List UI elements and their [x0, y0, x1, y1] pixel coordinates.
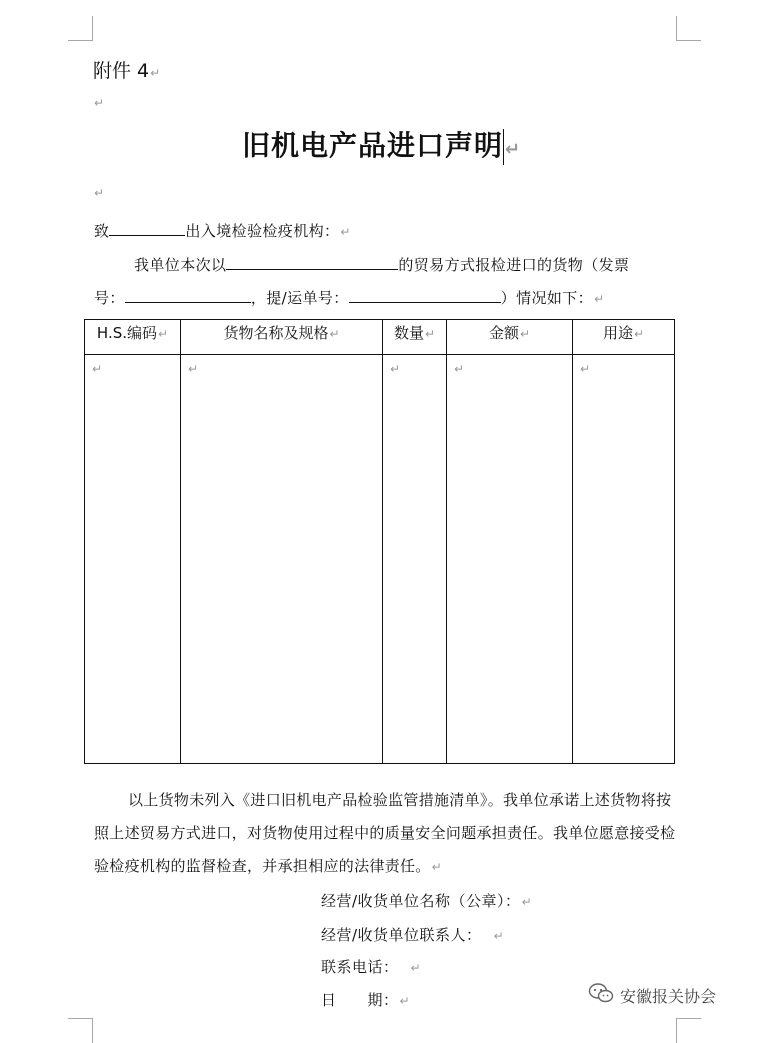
text-cursor — [503, 129, 504, 165]
signature-date: 日 期：↵ — [321, 991, 411, 1009]
bill-of-lading-blank — [349, 288, 501, 303]
header-quantity: 数量↵ — [383, 320, 447, 355]
goods-table — [84, 319, 675, 764]
crop-mark-top-right — [676, 16, 701, 41]
watermark: 安徽报关协会 — [588, 982, 716, 1008]
cell-hs-code[interactable]: ↵ — [85, 355, 181, 764]
wechat-icon — [588, 982, 614, 1008]
cell-usage[interactable]: ↵ — [573, 355, 675, 764]
cell-quantity[interactable]: ↵ — [383, 355, 447, 764]
crop-mark-bottom-left — [68, 1018, 93, 1043]
cell-goods-name[interactable]: ↵ — [181, 355, 383, 764]
header-goods-name: 货物名称及规格↵ — [181, 320, 383, 355]
empty-paragraph-mark: ↵ — [94, 186, 105, 200]
signature-phone: 联系电话： ↵ — [321, 958, 422, 976]
signature-company: 经营/收货单位名称（公章）：↵ — [321, 892, 533, 910]
addressee-line: 致 出入境检验检疫机构：↵ — [94, 222, 351, 240]
table-header-row — [85, 320, 675, 355]
signature-contact: 经营/收货单位联系人： ↵ — [321, 926, 505, 944]
annex-label: 附件 4↵ — [93, 60, 161, 82]
header-hs-code: H.S.编码↵ — [85, 320, 181, 355]
statement-paragraph: 以上货物未列入《进口旧机电产品检验监管措施清单》。我单位承诺上述货物将按照上述贸易方式进口，对货物使用过程中的质量安全问题承担责任。我单位愿意接受检验检疫机构的监督检查，并承担相应的法律责任。↵ — [94, 791, 676, 875]
page-title: 旧机电产品进口声明 ↵ — [0, 124, 763, 165]
cell-amount[interactable]: ↵ — [447, 355, 573, 764]
intro-line-1: 我单位本次以 的贸易方式报检进口的货物（发票 — [134, 256, 630, 274]
crop-mark-top-left — [68, 16, 93, 41]
invoice-number-blank — [125, 288, 251, 303]
agency-blank — [109, 221, 185, 236]
header-amount: 金额↵ — [447, 320, 573, 355]
header-usage: 用途↵ — [573, 320, 675, 355]
intro-line-2: 号： ，提/运单号： ）情况如下：↵ — [94, 289, 605, 307]
crop-mark-bottom-right — [676, 1018, 701, 1043]
trade-mode-blank — [226, 255, 398, 270]
table-row — [85, 355, 675, 764]
empty-paragraph-mark: ↵ — [94, 96, 105, 110]
